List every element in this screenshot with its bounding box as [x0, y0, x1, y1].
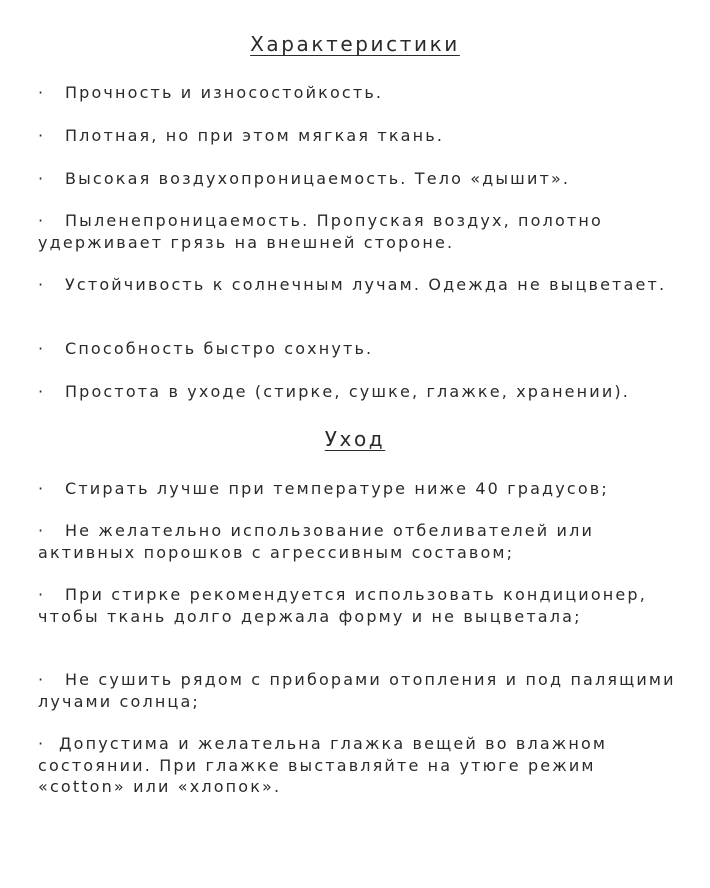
list-item: · Не желательно использование отбеливателей или активных порошков с агрессивным составом;: [38, 521, 602, 562]
list-item: · Прочность и износостойкость.: [38, 83, 384, 102]
characteristics-heading: Характеристики: [250, 32, 460, 56]
list-item: · Простота в уходе (стирке, сушке, глажке, хранении).: [38, 382, 631, 401]
care-heading: Уход: [324, 427, 386, 451]
list-item: · Плотная, но при этом мягкая ткань.: [38, 126, 445, 145]
list-item: · Не сушить рядом с приборами отопления и под палящими лучами солнца;: [38, 670, 683, 711]
list-item: · Пыленепроницаемость. Пропуская воздух, полотно удерживает грязь на внешней стороне.: [38, 211, 611, 252]
list-item: · Устойчивость к солнечным лучам. Одежда не выцветает.: [38, 275, 667, 294]
list-item: · При стирке рекомендуется использовать кондиционер, чтобы ткань долго держала форму и не выцветала;: [38, 585, 655, 626]
list-item: · Способность быстро сохнуть.: [38, 339, 374, 358]
list-item: · Допустима и желательна глажка вещей во влажном состоянии. При глажке выставляйте на утюге режим «cotton» или «хлопок».: [38, 734, 615, 796]
list-item: · Высокая воздухопроницаемость. Тело «дышит».: [38, 169, 571, 188]
list-item: · Стирать лучше при температуре ниже 40 градусов;: [38, 479, 609, 498]
